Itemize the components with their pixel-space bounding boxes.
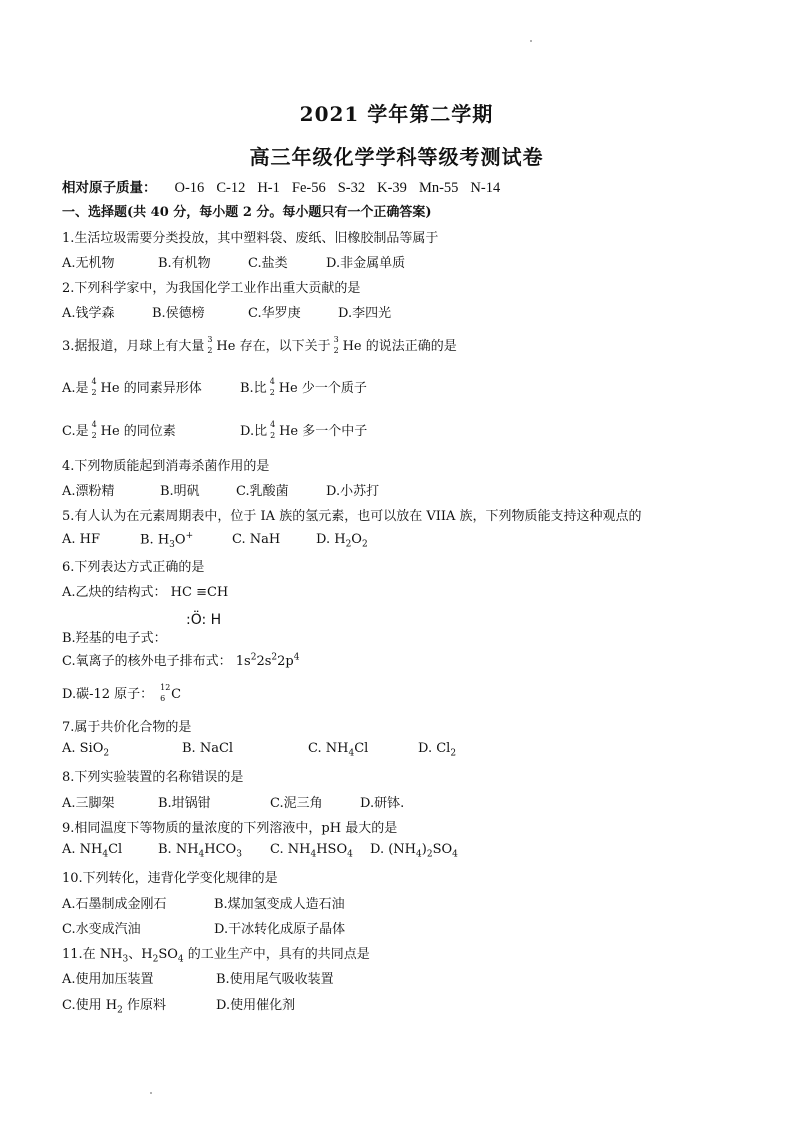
option-c-text: 2s <box>256 654 272 669</box>
atomic-number: 2 <box>269 387 275 397</box>
option-c <box>62 994 216 1016</box>
atomic-mass-value: Fe-56 <box>291 180 326 196</box>
option-a: A.无机物 <box>62 256 115 271</box>
stem-text: 的工业生产中，具有的共同点是 <box>183 947 370 962</box>
option-a: A.漂粉精 <box>62 484 115 499</box>
mass-number: 4 <box>270 419 276 429</box>
question-2-options <box>62 302 391 321</box>
superscript: 4 <box>293 652 300 663</box>
option-a: A.三脚架 <box>62 796 115 811</box>
option-a: A.使用加压装置 <box>62 972 154 987</box>
option-c: C.华罗庚 <box>248 306 301 321</box>
stem-text: SO <box>158 947 178 962</box>
option-c-text: C.是 <box>62 424 89 439</box>
option-b: B.有机物 <box>158 256 211 271</box>
atomic-number: 6 <box>160 693 166 703</box>
mass-number: 3 <box>207 334 213 344</box>
formula-part: A. NH <box>62 842 103 857</box>
question-11-stem <box>62 943 370 965</box>
option-b: B.坩锅钳 <box>158 796 211 811</box>
subscript: 4 <box>452 849 458 860</box>
question-11-options-ab <box>62 968 334 987</box>
isotope-symbol <box>91 419 101 440</box>
mass-number: 3 <box>333 334 339 344</box>
option-b <box>140 531 232 550</box>
option-b <box>240 377 367 397</box>
question-1-stem: 1.生活垃圾需要分类投放，其中塑料袋、废纸、旧橡胶制品等属于 <box>62 231 439 246</box>
option-c: C. NaH <box>232 532 281 548</box>
option-d: D.干冰转化成原子晶体 <box>214 922 346 937</box>
question-11-options-cd <box>62 994 295 1016</box>
option-c <box>62 420 240 440</box>
option-c: C.盐类 <box>248 256 288 271</box>
option-b: B. NaCl <box>182 741 234 756</box>
atomic-mass-line <box>62 176 512 197</box>
element-symbol: C <box>171 687 182 702</box>
option-d-text: D.比 <box>240 424 268 439</box>
section-header: 一、选择题(共 40 分，每小题 2 分。每小题只有一个正确答案) <box>62 205 432 220</box>
option-a: A.乙炔的结构式： HC ≡CH <box>62 585 229 600</box>
option-d: D.小苏打 <box>326 484 380 499</box>
atomic-mass-value: C-12 <box>216 180 246 196</box>
option-c: C.水变成汽油 <box>62 922 141 937</box>
formula-part: O <box>351 532 362 548</box>
formula-part: B. H <box>140 532 170 548</box>
formula-part: C. NH <box>270 842 311 857</box>
question-10-stem: 10.下列转化，违背化学变化规律的是 <box>62 871 278 886</box>
superscript: + <box>185 531 194 541</box>
formula-part: D. (NH <box>370 842 417 857</box>
question-7-options <box>62 741 456 759</box>
question-10-options-cd <box>62 918 345 937</box>
option-a <box>62 377 240 397</box>
option-a-text: He 的同素异形体 <box>100 381 202 396</box>
exam-term-title: 2021 学年第二学期 <box>299 102 494 126</box>
isotope-symbol <box>91 376 101 397</box>
stem-text: 3.据报道，月球上有大量 <box>62 339 205 354</box>
subscript: 3 <box>169 539 175 550</box>
stem-text: 11.在 NH <box>62 947 123 962</box>
subscript: 2 <box>450 748 457 759</box>
subscript: 2 <box>345 539 352 550</box>
superscript: 2 <box>250 652 257 663</box>
question-6-stem: 6.下列表达方式正确的是 <box>62 560 205 575</box>
question-4-stem: 4.下列物质能起到消毒杀菌作用的是 <box>62 459 270 474</box>
option-d: D.非金属单质 <box>326 256 406 271</box>
exam-subject-title: 高三年级化学学科等级考测试卷 <box>249 145 544 169</box>
option-c <box>308 741 418 759</box>
superscript: 2 <box>271 652 278 663</box>
option-c-text: He 的同位素 <box>100 424 176 439</box>
option-a: A.石墨制成金刚石 <box>62 897 167 912</box>
option-b-text: He 少一个质子 <box>278 381 367 396</box>
question-3-options-ab <box>62 377 367 397</box>
subscript: 2 <box>361 539 368 550</box>
question-4-options <box>62 480 379 499</box>
subscript: 3 <box>122 954 129 965</box>
option-a-text: A.是 <box>62 381 89 396</box>
atomic-mass-label: 相对原子质量： <box>62 180 157 196</box>
isotope-symbol <box>269 419 279 440</box>
option-a: A.钱学森 <box>62 306 115 321</box>
option-c-text: 2p <box>277 654 294 669</box>
isotope-symbol <box>269 376 279 397</box>
option-b: B.明矾 <box>160 484 200 499</box>
question-1-options <box>62 252 405 271</box>
subscript: 2 <box>103 748 110 759</box>
atomic-number: 2 <box>333 345 339 355</box>
stem-text: He 存在，以下关于 <box>216 339 331 354</box>
option-d: D.使用催化剂 <box>216 998 296 1013</box>
atomic-mass-value: O-16 <box>174 180 205 196</box>
option-b: B.羟基的电子式： <box>62 631 167 646</box>
option-d <box>240 420 367 440</box>
atomic-mass-value: N-14 <box>470 180 501 196</box>
subscript: 4 <box>102 849 109 860</box>
option-d-text: He 多一个中子 <box>279 424 368 439</box>
question-2-stem: 2.下列科学家中，为我国化学工业作出重大贡献的是 <box>62 281 361 296</box>
formula-part: SO <box>432 842 453 857</box>
subscript: 4 <box>310 849 317 860</box>
atomic-number: 2 <box>91 387 97 397</box>
subscript: 2 <box>152 954 159 965</box>
atomic-number: 2 <box>91 430 97 440</box>
option-c <box>270 842 370 860</box>
option-d <box>370 842 458 860</box>
mass-number: 12 <box>160 682 171 692</box>
mass-number: 4 <box>91 376 97 386</box>
option-d <box>418 741 456 759</box>
question-5-stem: 5.有人认为在元素周期表中，位于 IA 族的氢元素，也可以放在 VIIA 族，下列物质能支持这种观点的 <box>62 509 642 524</box>
option-d: D.研钵. <box>360 796 405 811</box>
option-b: B.煤加氢变成人造石油 <box>214 897 345 912</box>
hydroxyl-electron-formula: :Ö: H <box>186 612 222 628</box>
atomic-number: 2 <box>207 345 213 355</box>
question-8-options <box>62 792 404 811</box>
option-d <box>62 683 181 703</box>
atomic-mass-value: S-32 <box>337 180 366 196</box>
formula-part: A. SiO <box>62 741 104 756</box>
stem-text: 、H <box>128 947 153 962</box>
isotope-symbol <box>159 682 171 703</box>
mass-number: 4 <box>91 419 97 429</box>
option-c <box>62 650 299 669</box>
mass-number: 4 <box>269 376 275 386</box>
subscript: 4 <box>198 849 205 860</box>
option-a <box>62 842 158 860</box>
formula-part: HSO <box>316 842 348 857</box>
option-c-text: C.氧离子的核外电子排布式： 1s <box>62 654 251 669</box>
option-c: C.乳酸菌 <box>236 484 289 499</box>
question-7-stem: 7.属于共价化合物的是 <box>62 720 192 735</box>
question-3-stem <box>62 335 457 355</box>
atomic-mass-value: Mn-55 <box>418 180 459 196</box>
option-d-text: D.碳-12 原子： <box>62 687 154 702</box>
option-d <box>316 532 368 550</box>
option-b-text: B.比 <box>240 381 267 396</box>
formula-part: 作原料 <box>122 998 166 1013</box>
subscript: 2 <box>117 1005 123 1016</box>
formula-part: D. H <box>316 532 346 548</box>
formula-part: D. Cl <box>418 741 451 756</box>
formula-part: C.使用 H <box>62 998 118 1013</box>
subscript: 4 <box>416 849 422 860</box>
subscript: 2 <box>426 849 433 860</box>
atomic-mass-value: H-1 <box>257 180 280 196</box>
scan-speck <box>150 1092 152 1094</box>
question-5-options <box>62 531 368 550</box>
stem-text: He 的说法正确的是 <box>342 339 457 354</box>
question-3-options-cd <box>62 420 367 440</box>
formula-part: HCO <box>204 842 237 857</box>
question-8-stem: 8.下列实验装置的名称错误的是 <box>62 770 244 785</box>
question-9-stem: 9.相同温度下等物质的量浓度的下列溶液中，pH 最大的是 <box>62 821 398 836</box>
question-9-options <box>62 842 458 860</box>
formula-part: Cl <box>354 741 369 756</box>
formula-part: O <box>174 532 186 548</box>
isotope-symbol <box>206 334 216 355</box>
formula-part: Cl <box>108 842 123 857</box>
subscript: 3 <box>236 849 242 860</box>
option-d: D.李四光 <box>338 306 392 321</box>
scan-speck <box>530 40 532 42</box>
option-a: A. HF <box>62 532 101 548</box>
option-b <box>158 842 270 860</box>
subscript: 4 <box>348 748 355 759</box>
subscript: 4 <box>177 954 184 965</box>
isotope-symbol <box>333 334 343 355</box>
option-a <box>62 741 182 759</box>
atomic-mass-value: K-39 <box>377 180 407 196</box>
formula-part: C. NH <box>308 741 349 756</box>
atomic-number: 2 <box>270 430 276 440</box>
formula-part: B. NH <box>158 842 199 857</box>
subscript: 4 <box>347 849 353 860</box>
question-10-options-ab <box>62 893 345 912</box>
option-b: B.侯德榜 <box>152 306 205 321</box>
formula-part: ) <box>421 842 427 857</box>
option-c: C.泥三角 <box>270 796 323 811</box>
option-b: B.使用尾气吸收装置 <box>216 972 334 987</box>
